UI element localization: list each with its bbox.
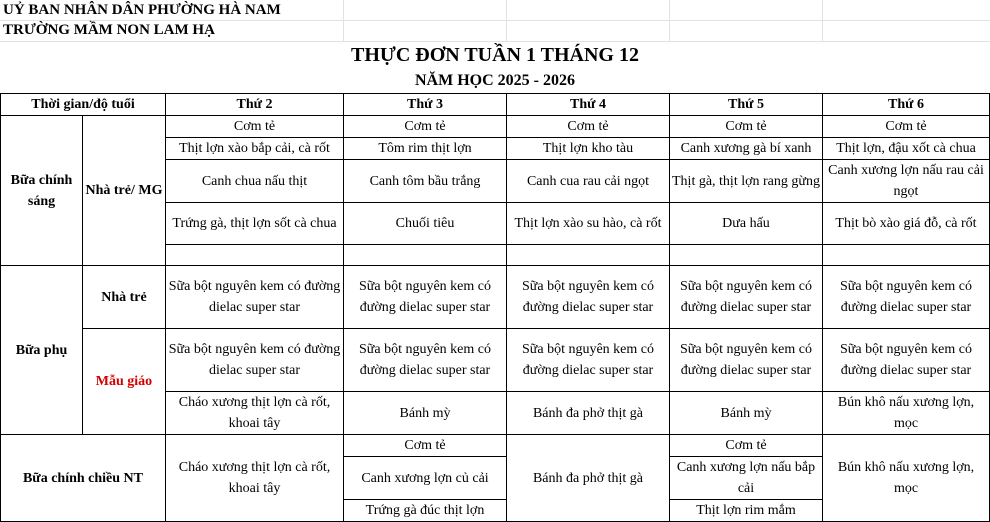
menu-cell: Bún khô nấu xương lợn, mọc — [823, 392, 990, 435]
menu-cell: Thịt bò xào giá đỗ, cà rốt — [823, 203, 990, 245]
meal-label-morning: Bữa chính sáng — [1, 116, 83, 266]
menu-table — [0, 93, 990, 522]
menu-cell: Trứng gà đúc thịt lợn — [344, 500, 507, 522]
menu-cell: Chuối tiêu — [344, 203, 507, 245]
meal-label-afternoon: Bữa chính chiều NT — [1, 435, 166, 522]
menu-cell: Sữa bột nguyên kem có đường dielac super star — [344, 329, 507, 392]
menu-title: THỰC ĐƠN TUẦN 1 THÁNG 12 — [351, 44, 639, 66]
menu-cell: Canh chua nấu thịt — [166, 160, 344, 203]
menu-cell: Bánh mỳ — [670, 392, 823, 435]
menu-cell-empty — [823, 245, 990, 266]
meal-label-snack: Bữa phụ — [1, 266, 83, 435]
committee-name: UỶ BAN NHÂN DÂN PHƯỜNG HÀ NAM — [3, 2, 281, 18]
day-header: Thứ 6 — [823, 94, 990, 116]
menu-cell: Canh cua rau cải ngọt — [507, 160, 670, 203]
menu-cell: Thịt lợn xào su hào, cà rốt — [507, 203, 670, 245]
menu-cell: Cơm tẻ — [670, 116, 823, 138]
menu-cell-empty — [166, 245, 344, 266]
menu-cell: Bánh đa phở thịt gà — [507, 392, 670, 435]
menu-cell: Sữa bột nguyên kem có đường dielac super star — [670, 329, 823, 392]
age-label-nursery: Nhà trẻ — [83, 266, 166, 329]
menu-cell: Thịt gà, thịt lợn rang gừng — [670, 160, 823, 203]
grid-line — [343, 0, 344, 42]
table-row — [1, 266, 990, 329]
grid-line — [822, 0, 823, 42]
menu-cell: Cơm tẻ — [507, 116, 670, 138]
menu-cell-empty — [670, 245, 823, 266]
menu-cell: Sữa bột nguyên kem có đường dielac super star — [344, 266, 507, 329]
menu-cell-empty — [507, 245, 670, 266]
menu-cell: Sữa bột nguyên kem có đường dielac super star — [823, 266, 990, 329]
grid-line — [669, 0, 670, 42]
grid-line — [506, 0, 507, 42]
menu-cell: Cơm tẻ — [823, 116, 990, 138]
menu-cell: Tôm rim thịt lợn — [344, 138, 507, 160]
menu-cell: Bánh mỳ — [344, 392, 507, 435]
school-name: TRƯỜNG MẦM NON LAM HẠ — [3, 22, 215, 38]
menu-cell: Cơm tẻ — [166, 116, 344, 138]
day-header: Thứ 2 — [166, 94, 344, 116]
menu-cell: Cháo xương thịt lợn cà rốt, khoai tây — [166, 392, 344, 435]
day-header: Thứ 5 — [670, 94, 823, 116]
age-label-morning: Nhà trẻ/ MG — [83, 116, 166, 266]
menu-cell: Sữa bột nguyên kem có đường dielac super star — [166, 329, 344, 392]
menu-cell: Canh xương gà bí xanh — [670, 138, 823, 160]
menu-cell: Thịt lợn, đậu xốt cà chua — [823, 138, 990, 160]
menu-cell: Cơm tẻ — [344, 435, 507, 457]
school-year: NĂM HỌC 2025 - 2026 — [415, 72, 575, 89]
day-header: Thứ 4 — [507, 94, 670, 116]
menu-cell: Thịt lợn kho tàu — [507, 138, 670, 160]
menu-cell: Sữa bột nguyên kem có đường dielac super star — [670, 266, 823, 329]
menu-cell: Sữa bột nguyên kem có đường dielac super star — [507, 329, 670, 392]
menu-cell: Cháo xương thịt lợn cà rốt, khoai tây — [166, 435, 344, 522]
time-age-header: Thời gian/độ tuổi — [1, 94, 166, 116]
age-label-kindergarten: Mẫu giáo — [83, 329, 166, 435]
menu-cell: Sữa bột nguyên kem có đường dielac super star — [823, 329, 990, 392]
menu-cell: Bún khô nấu xương lợn, mọc — [823, 435, 990, 522]
menu-cell: Cơm tẻ — [344, 116, 507, 138]
menu-cell: Dưa hấu — [670, 203, 823, 245]
menu-cell: Canh xương lợn nấu bắp cải — [670, 457, 823, 500]
menu-cell: Cơm tẻ — [670, 435, 823, 457]
menu-cell: Canh xương lợn củ cải — [344, 457, 507, 500]
menu-cell-empty — [344, 245, 507, 266]
menu-cell: Sữa bột nguyên kem có đường dielac super star — [166, 266, 344, 329]
table-row — [1, 435, 990, 457]
day-header: Thứ 3 — [344, 94, 507, 116]
menu-cell: Bánh đa phở thịt gà — [507, 435, 670, 522]
menu-cell: Canh xương lợn nấu rau cải ngọt — [823, 160, 990, 203]
table-row — [1, 116, 990, 138]
menu-cell: Trứng gà, thịt lợn sốt cà chua — [166, 203, 344, 245]
menu-cell: Thịt lợn xào bắp cải, cà rốt — [166, 138, 344, 160]
table-row — [1, 329, 990, 392]
table-header-row — [1, 94, 990, 116]
menu-cell: Sữa bột nguyên kem có đường dielac super star — [507, 266, 670, 329]
menu-cell: Canh tôm bầu trắng — [344, 160, 507, 203]
menu-cell: Thịt lợn rim mắm — [670, 500, 823, 522]
